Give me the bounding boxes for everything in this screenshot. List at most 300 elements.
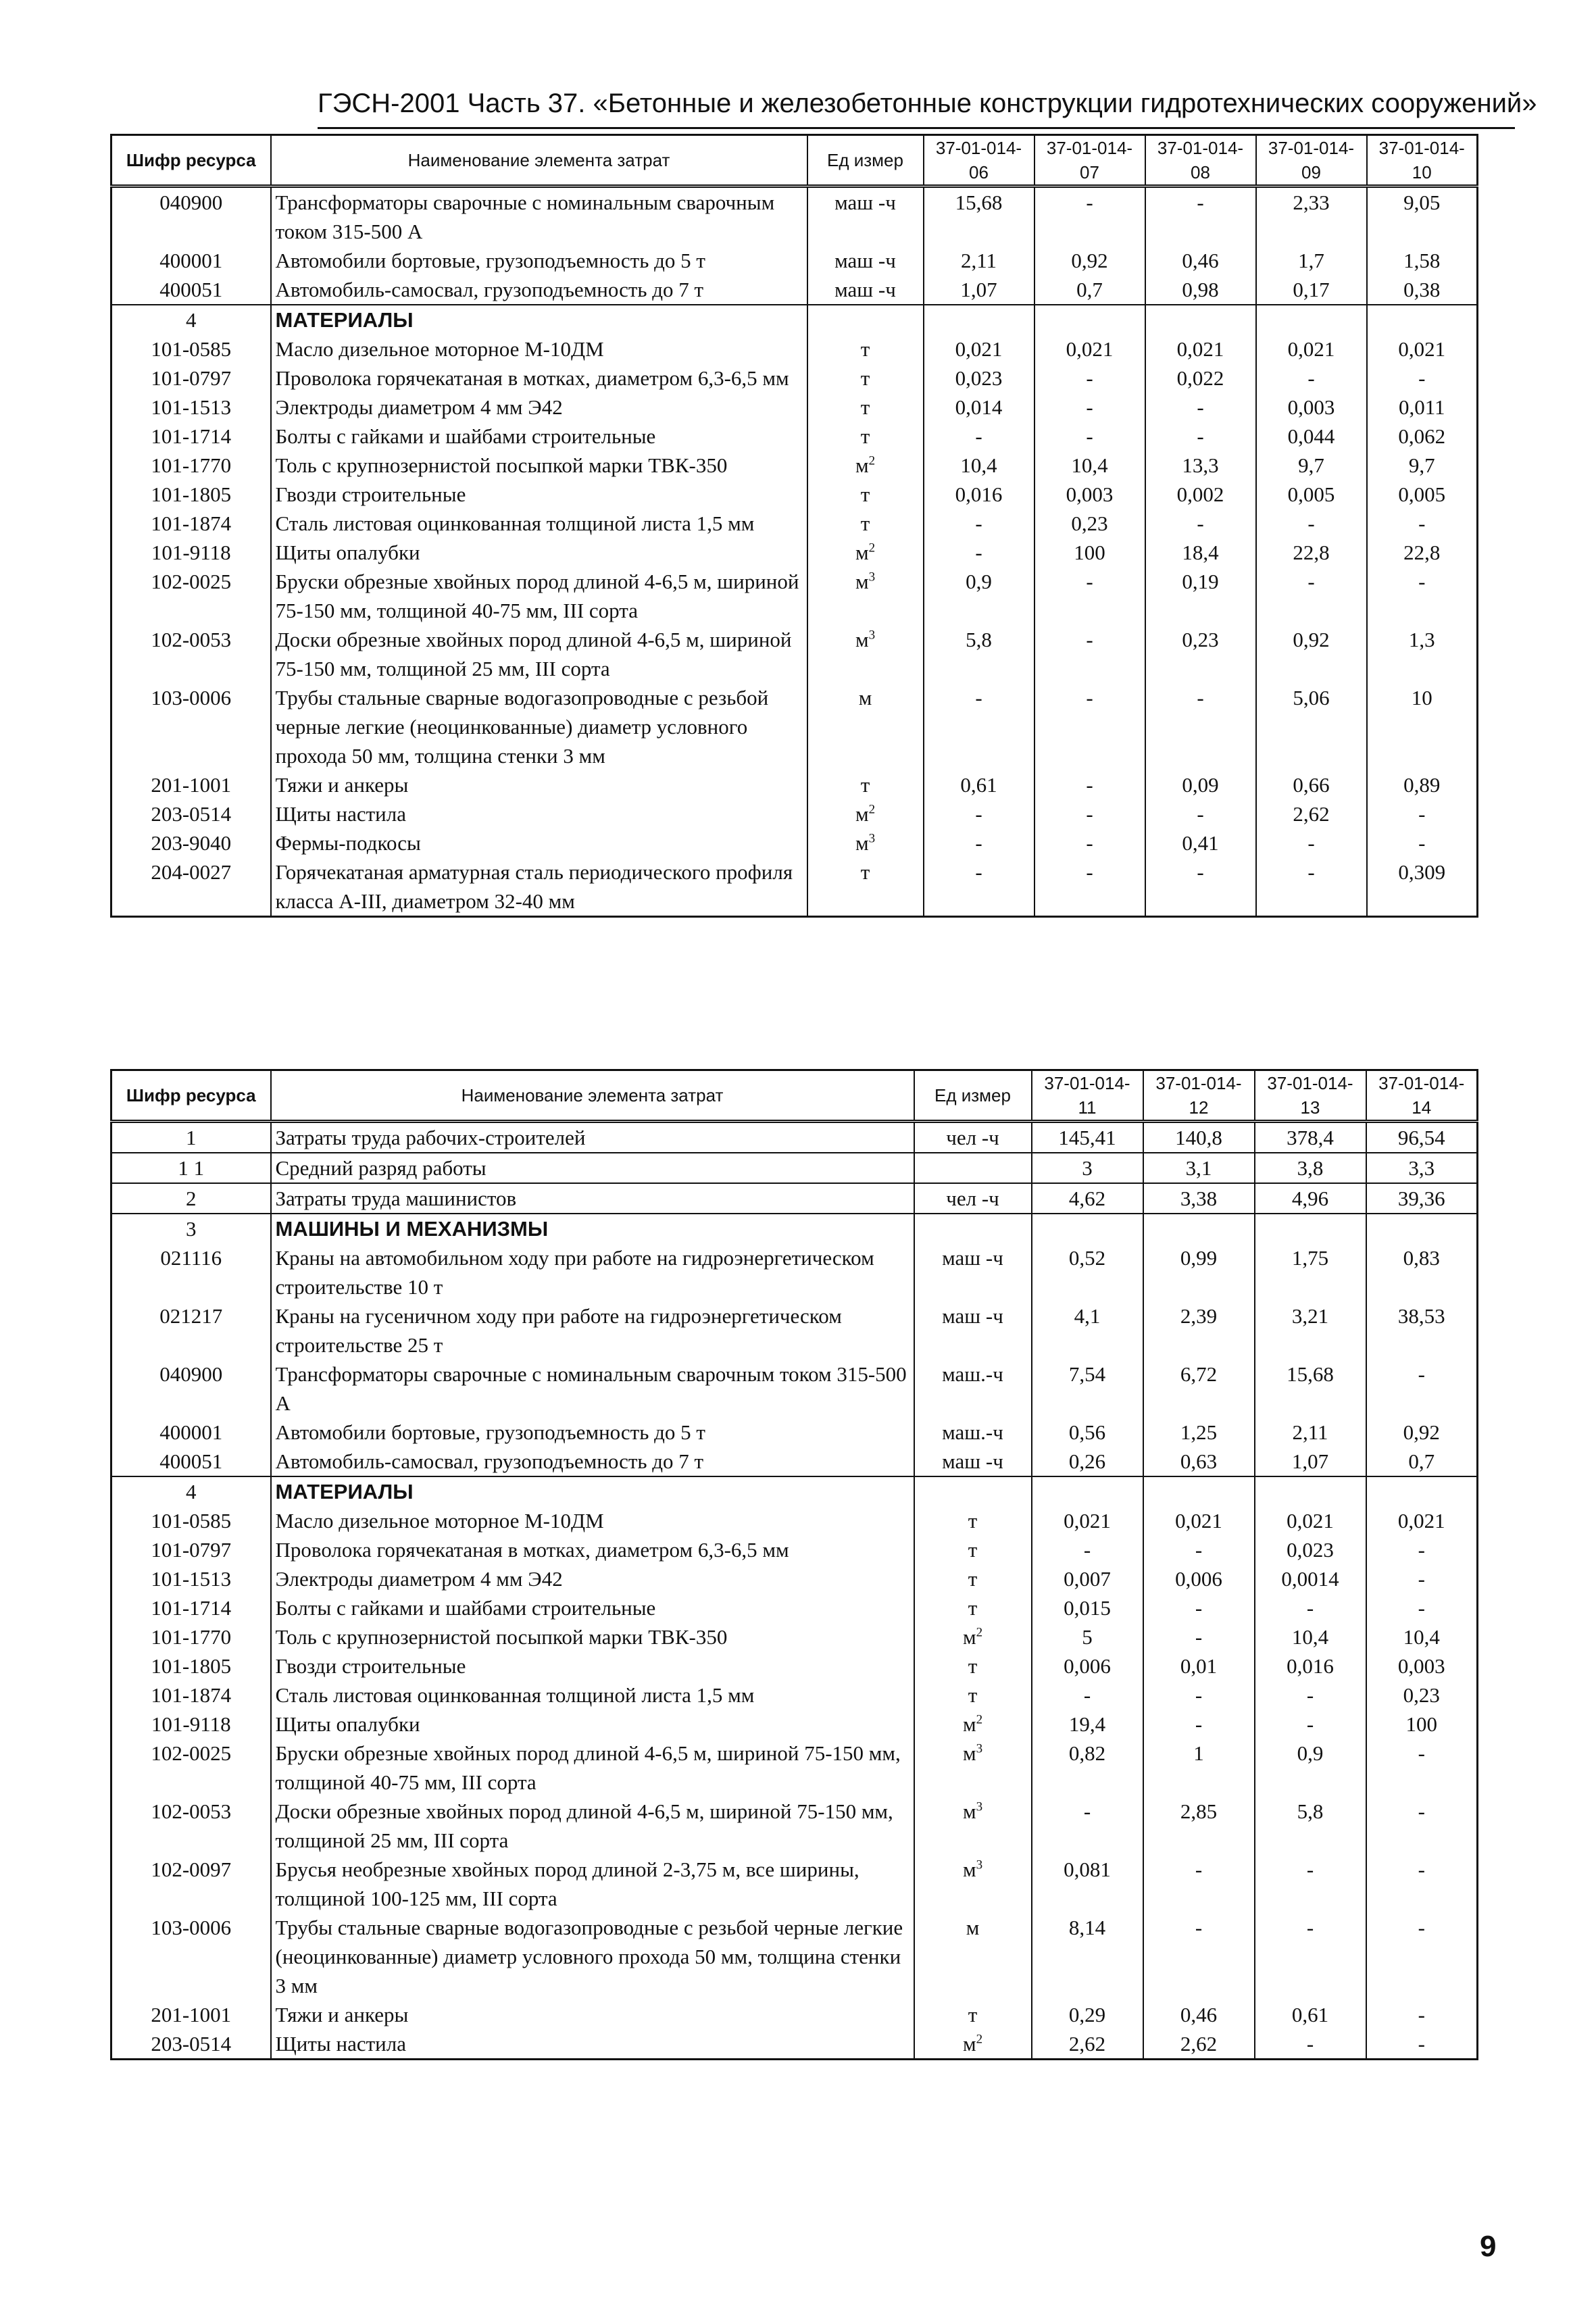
- norm-value: 100: [1366, 1710, 1478, 1739]
- page-number: 9: [1480, 2230, 1497, 2263]
- norm-value: 0,41: [1145, 828, 1256, 857]
- unit-text: т: [968, 1509, 978, 1533]
- unit-text: м: [962, 1741, 976, 1765]
- norm-value: -: [1143, 1710, 1255, 1739]
- norm-value: -: [924, 509, 1034, 538]
- unit-text: т: [860, 424, 870, 448]
- norm-value: 0,014: [924, 393, 1034, 422]
- table-row: [111, 1797, 1478, 1855]
- norm-value: 96,54: [1366, 1122, 1478, 1153]
- resource-code: 101-9118: [111, 1710, 271, 1739]
- resource-code: 102-0097: [111, 1855, 271, 1913]
- column-header-norm: 37-01-014-13: [1255, 1070, 1366, 1122]
- resource-code: 4: [111, 1476, 271, 1506]
- norm-value: 0,92: [1034, 246, 1145, 275]
- norm-value: -: [924, 857, 1034, 917]
- table-row: [111, 1855, 1478, 1913]
- resource-code: 021217: [111, 1301, 271, 1360]
- unit-cell: [807, 567, 924, 625]
- norm-value: 0,021: [1034, 334, 1145, 364]
- norm-value: [1255, 1214, 1366, 1243]
- norm-value: -: [1145, 857, 1256, 917]
- resource-code: 1 1: [111, 1153, 271, 1183]
- norm-value: -: [1143, 1535, 1255, 1564]
- table-row: [111, 770, 1478, 799]
- norm-value: 8,14: [1032, 1913, 1143, 2000]
- unit-text: м: [962, 1858, 976, 1881]
- norm-value: -: [1256, 509, 1367, 538]
- column-header-unit: Ед измер: [807, 135, 924, 186]
- unit-cell: [807, 683, 924, 770]
- unit-text: маш -ч: [834, 249, 896, 272]
- norm-value: 10,4: [1034, 451, 1145, 480]
- norm-value: 9,7: [1256, 451, 1367, 480]
- resource-name: Затраты труда рабочих-строителей: [271, 1122, 914, 1153]
- resource-code: 101-1513: [111, 1564, 271, 1593]
- norm-value: 2,62: [1256, 799, 1367, 828]
- norm-value: -: [1034, 625, 1145, 683]
- column-header-norm: 37-01-014-12: [1143, 1070, 1255, 1122]
- norm-value: 0,61: [1255, 2000, 1366, 2029]
- resource-code: 101-1874: [111, 509, 271, 538]
- norm-value: 0,011: [1367, 393, 1478, 422]
- norm-value: 5,8: [924, 625, 1034, 683]
- norm-value: 0,062: [1367, 422, 1478, 451]
- resource-code: 101-0797: [111, 1535, 271, 1564]
- table-row: [111, 1506, 1478, 1535]
- norm-value: [924, 305, 1034, 334]
- resource-name: Горячекатаная арматурная сталь периодического профиля класса А-III, диаметром 32-40 мм: [271, 857, 807, 917]
- norm-value: 0,99: [1143, 1243, 1255, 1301]
- norm-value: 9,05: [1367, 186, 1478, 247]
- resource-name: Брусья необрезные хвойных пород длиной 2-3,75 м, все ширины, толщиной 100-125 мм, III сорта: [271, 1855, 914, 1913]
- norm-value: 18,4: [1145, 538, 1256, 567]
- norm-value: [1143, 1476, 1255, 1506]
- norm-value: -: [1255, 1681, 1366, 1710]
- resource-code: 201-1001: [111, 2000, 271, 2029]
- column-header-name: Наименование элемента затрат: [271, 135, 807, 186]
- resource-code: 203-9040: [111, 828, 271, 857]
- resource-name: Сталь листовая оцинкованная толщиной листа 1,5 мм: [271, 509, 807, 538]
- column-header-norm: 37-01-014-08: [1145, 135, 1256, 186]
- unit-text: т: [860, 337, 870, 361]
- norm-value: -: [1143, 1681, 1255, 1710]
- unit-text: маш -ч: [834, 278, 896, 301]
- resource-code: 203-0514: [111, 799, 271, 828]
- norm-value: [1366, 1476, 1478, 1506]
- unit-cell: [914, 1797, 1032, 1855]
- resource-code: 101-1770: [111, 1622, 271, 1651]
- resource-code: 2: [111, 1183, 271, 1214]
- resource-name: Проволока горячекатаная в мотках, диаметром 6,3-6,5 мм: [271, 364, 807, 393]
- unit-cell: [914, 1243, 1032, 1301]
- norm-value: 145,41: [1032, 1122, 1143, 1153]
- unit-text: м: [855, 831, 869, 855]
- norm-value: 19,4: [1032, 1710, 1143, 1739]
- table-row: [111, 451, 1478, 480]
- norm-value: 0,022: [1145, 364, 1256, 393]
- unit-text: т: [968, 1596, 978, 1620]
- resource-code: 040900: [111, 1360, 271, 1418]
- unit-cell: [914, 1564, 1032, 1593]
- norm-value: 0,19: [1145, 567, 1256, 625]
- unit-text: т: [968, 1683, 978, 1707]
- table-row: [111, 509, 1478, 538]
- unit-text: маш -ч: [834, 191, 896, 214]
- unit-text: чел -ч: [946, 1126, 999, 1149]
- norm-value: 0,007: [1032, 1564, 1143, 1593]
- unit-cell: [807, 625, 924, 683]
- table-row: [111, 480, 1478, 509]
- norm-value: -: [1366, 1855, 1478, 1913]
- table-row: [111, 1301, 1478, 1360]
- unit-cell: [914, 1681, 1032, 1710]
- norm-value: -: [1366, 2029, 1478, 2060]
- resource-name: Электроды диаметром 4 мм Э42: [271, 1564, 914, 1593]
- norm-value: 10,4: [924, 451, 1034, 480]
- unit-cell: [914, 1360, 1032, 1418]
- unit-cell: [914, 1506, 1032, 1535]
- norm-value: 0,23: [1034, 509, 1145, 538]
- norm-value: -: [1034, 393, 1145, 422]
- norm-value: 4,96: [1255, 1183, 1366, 1214]
- norm-value: 0,005: [1256, 480, 1367, 509]
- column-header-norm: 37-01-014-06: [924, 135, 1034, 186]
- norm-value: 5: [1032, 1622, 1143, 1651]
- resource-name: Болты с гайками и шайбами строительные: [271, 1593, 914, 1622]
- norm-value: 4,62: [1032, 1183, 1143, 1214]
- resource-code: 204-0027: [111, 857, 271, 917]
- section-title: МАТЕРИАЛЫ: [271, 1476, 914, 1506]
- norm-value: [1145, 305, 1256, 334]
- resource-code: 101-1714: [111, 422, 271, 451]
- unit-cell: [914, 1710, 1032, 1739]
- unit-text: м: [962, 2032, 976, 2056]
- resource-code: 3: [111, 1214, 271, 1243]
- resource-code: 201-1001: [111, 770, 271, 799]
- norm-value: -: [1032, 1681, 1143, 1710]
- unit-cell: [914, 1418, 1032, 1447]
- norm-value: 0,081: [1032, 1855, 1143, 1913]
- resource-code: 101-1805: [111, 1651, 271, 1681]
- resource-code: 203-0514: [111, 2029, 271, 2060]
- unit-text: т: [860, 395, 870, 419]
- norm-value: 0,023: [1255, 1535, 1366, 1564]
- norm-value: 0,63: [1143, 1447, 1255, 1476]
- norm-value: 13,3: [1145, 451, 1256, 480]
- table-row: [111, 1418, 1478, 1447]
- resource-code: 101-1770: [111, 451, 271, 480]
- norm-value: [1032, 1476, 1143, 1506]
- table-row: [111, 246, 1478, 275]
- column-header-name: Наименование элемента затрат: [271, 1070, 914, 1122]
- unit-cell: [807, 538, 924, 567]
- norm-value: 0,56: [1032, 1418, 1143, 1447]
- unit-text: м: [855, 453, 869, 477]
- resource-name: Толь с крупнозернистой посыпкой марки ТВК-350: [271, 451, 807, 480]
- unit-text: т: [968, 2003, 978, 2026]
- unit-text: м: [966, 1916, 980, 1939]
- norm-value: 0,016: [1255, 1651, 1366, 1681]
- resource-code: 103-0006: [111, 1913, 271, 2000]
- unit-text: чел -ч: [946, 1187, 999, 1210]
- resource-code: 102-0025: [111, 1739, 271, 1797]
- table-row: [111, 2029, 1478, 2060]
- norm-value: 0,01: [1143, 1651, 1255, 1681]
- unit-cell: [807, 857, 924, 917]
- norm-value: [1256, 305, 1367, 334]
- table-row: [111, 1710, 1478, 1739]
- norm-value: -: [1145, 799, 1256, 828]
- resource-code: 101-1714: [111, 1593, 271, 1622]
- resource-name: Доски обрезные хвойных пород длиной 4-6,5 м, шириной 75-150 мм, толщиной 25 мм, III сорта: [271, 1797, 914, 1855]
- unit-cell: [914, 1183, 1032, 1214]
- norm-value: [1032, 1214, 1143, 1243]
- resource-name: Трансформаторы сварочные с номинальным сварочным током 315-500 А: [271, 186, 807, 247]
- resource-code: 1: [111, 1122, 271, 1153]
- norm-value: 0,9: [924, 567, 1034, 625]
- norm-value: 3: [1032, 1153, 1143, 1183]
- resource-name: Тяжи и анкеры: [271, 2000, 914, 2029]
- norm-value: 0,002: [1145, 480, 1256, 509]
- unit-text: маш.-ч: [942, 1362, 1003, 1386]
- resource-name: Бруски обрезные хвойных пород длиной 4-6,5 м, шириной 75-150 мм, толщиной 40-75 мм, III сорта: [271, 1739, 914, 1797]
- resource-name: Сталь листовая оцинкованная толщиной листа 1,5 мм: [271, 1681, 914, 1710]
- norm-value: 1,75: [1255, 1243, 1366, 1301]
- norm-value: -: [1366, 1564, 1478, 1593]
- norm-value: 0,83: [1366, 1243, 1478, 1301]
- table-row: [111, 422, 1478, 451]
- page-header: ГЭСН-2001 Часть 37. «Бетонные и железобетонные конструкции гидротехнических сооружений»: [318, 80, 1515, 129]
- norm-value: 0,98: [1145, 275, 1256, 305]
- norm-value: -: [1034, 186, 1145, 247]
- norm-value: 0,016: [924, 480, 1034, 509]
- table-row: [111, 1122, 1478, 1153]
- norm-value: 2,11: [1255, 1418, 1366, 1447]
- norm-value: -: [1366, 1913, 1478, 2000]
- norm-value: 10,4: [1366, 1622, 1478, 1651]
- norm-value: -: [924, 828, 1034, 857]
- norm-value: 0,46: [1145, 246, 1256, 275]
- table-row: [111, 799, 1478, 828]
- norm-value: 3,38: [1143, 1183, 1255, 1214]
- norm-value: 0,044: [1256, 422, 1367, 451]
- norm-value: -: [1367, 509, 1478, 538]
- resource-name: Гвозди строительные: [271, 480, 807, 509]
- resource-code: 101-9118: [111, 538, 271, 567]
- norm-value: 15,68: [1255, 1360, 1366, 1418]
- section-row: [111, 1476, 1478, 1506]
- table-row: [111, 1360, 1478, 1418]
- norm-value: 0,003: [1034, 480, 1145, 509]
- norm-value: 0,015: [1032, 1593, 1143, 1622]
- table-row: [111, 538, 1478, 567]
- resource-code: 040900: [111, 186, 271, 247]
- resource-name: Средний разряд работы: [271, 1153, 914, 1183]
- norm-value: 3,21: [1255, 1301, 1366, 1360]
- resource-code: 021116: [111, 1243, 271, 1301]
- norm-value: -: [1366, 1360, 1478, 1418]
- norm-value: 10: [1367, 683, 1478, 770]
- unit-cell: [914, 1153, 1032, 1183]
- norm-value: 2,62: [1143, 2029, 1255, 2060]
- resource-name: Автомобиль-самосвал, грузоподъемность до 7 т: [271, 275, 807, 305]
- unit-exponent: 2: [868, 541, 876, 555]
- norm-value: [1034, 305, 1145, 334]
- table-row: [111, 625, 1478, 683]
- norm-value: 9,7: [1367, 451, 1478, 480]
- norm-value: 0,66: [1256, 770, 1367, 799]
- norm-value: 0,52: [1032, 1243, 1143, 1301]
- unit-text: т: [968, 1538, 978, 1562]
- norm-value: 0,29: [1032, 2000, 1143, 2029]
- norm-value: 1,07: [924, 275, 1034, 305]
- resource-name: Краны на автомобильном ходу при работе на гидроэнергетическом строительстве 10 т: [271, 1243, 914, 1301]
- norm-value: 0,021: [1145, 334, 1256, 364]
- unit-cell: [914, 1476, 1032, 1506]
- resource-name: Трубы стальные сварные водогазопроводные с резьбой черные легкие (неоцинкованные) диаметр условного прохода 50 мм, толщина стенки 3 мм: [271, 1913, 914, 2000]
- unit-cell: [914, 1651, 1032, 1681]
- norm-value: 38,53: [1366, 1301, 1478, 1360]
- norm-value: -: [1034, 422, 1145, 451]
- resource-name: Электроды диаметром 4 мм Э42: [271, 393, 807, 422]
- norm-value: 0,006: [1143, 1564, 1255, 1593]
- resource-name: Трубы стальные сварные водогазопроводные с резьбой черные легкие (неоцинкованные) диаметр условного прохода 50 мм, толщина стенки 3 мм: [271, 683, 807, 770]
- norm-value: -: [924, 538, 1034, 567]
- resource-code: 101-1513: [111, 393, 271, 422]
- unit-text: м: [962, 1799, 976, 1823]
- unit-cell: [807, 364, 924, 393]
- norm-value: 0,26: [1032, 1447, 1143, 1476]
- unit-cell: [914, 1913, 1032, 2000]
- norm-value: -: [1034, 828, 1145, 857]
- resource-code: 400001: [111, 246, 271, 275]
- norm-value: 1,7: [1256, 246, 1367, 275]
- resource-code: 101-1874: [111, 1681, 271, 1710]
- unit-exponent: 3: [868, 628, 876, 643]
- norm-value: 0,021: [1255, 1506, 1366, 1535]
- resource-table-1: [110, 134, 1478, 918]
- table-row: [111, 1593, 1478, 1622]
- norm-value: 0,021: [924, 334, 1034, 364]
- table-row: [111, 2000, 1478, 2029]
- unit-text: т: [968, 1567, 978, 1591]
- unit-text: маш -ч: [942, 1449, 1003, 1473]
- resource-name: Болты с гайками и шайбами строительные: [271, 422, 807, 451]
- unit-text: т: [968, 1654, 978, 1678]
- section-row: [111, 1214, 1478, 1243]
- norm-value: 5,8: [1255, 1797, 1366, 1855]
- table-header-row: [111, 1070, 1478, 1122]
- norm-value: 15,68: [924, 186, 1034, 247]
- norm-value: 0,003: [1256, 393, 1367, 422]
- norm-value: 3,8: [1255, 1153, 1366, 1183]
- norm-value: 0,92: [1256, 625, 1367, 683]
- section-title: МАТЕРИАЛЫ: [271, 305, 807, 334]
- norm-value: -: [1032, 1535, 1143, 1564]
- resource-name: Проволока горячекатаная в мотках, диаметром 6,3-6,5 мм: [271, 1535, 914, 1564]
- norm-value: 140,8: [1143, 1122, 1255, 1153]
- unit-cell: [914, 1622, 1032, 1651]
- resource-name: Краны на гусеничном ходу при работе на гидроэнергетическом строительстве 25 т: [271, 1301, 914, 1360]
- unit-cell: [807, 799, 924, 828]
- unit-exponent: 3: [868, 570, 876, 584]
- norm-value: -: [1367, 567, 1478, 625]
- resource-name: Щиты настила: [271, 2029, 914, 2060]
- norm-value: -: [1366, 1535, 1478, 1564]
- norm-value: -: [1143, 1855, 1255, 1913]
- norm-value: 1,58: [1367, 246, 1478, 275]
- norm-value: -: [1256, 857, 1367, 917]
- norm-value: 22,8: [1256, 538, 1367, 567]
- resource-code: 4: [111, 305, 271, 334]
- unit-cell: [807, 186, 924, 247]
- norm-value: -: [1145, 683, 1256, 770]
- section-title: МАШИНЫ И МЕХАНИЗМЫ: [271, 1214, 914, 1243]
- norm-value: -: [1145, 186, 1256, 247]
- norm-value: 2,11: [924, 246, 1034, 275]
- table-row: [111, 1243, 1478, 1301]
- unit-text: т: [860, 860, 870, 884]
- resource-code: 102-0025: [111, 567, 271, 625]
- norm-value: 0,7: [1034, 275, 1145, 305]
- norm-value: -: [1366, 1739, 1478, 1797]
- table-row: [111, 334, 1478, 364]
- norm-value: [1255, 1476, 1366, 1506]
- norm-value: -: [1367, 828, 1478, 857]
- resource-code: 101-0797: [111, 364, 271, 393]
- unit-cell: [914, 1739, 1032, 1797]
- table-row: [111, 364, 1478, 393]
- norm-value: 0,005: [1367, 480, 1478, 509]
- norm-value: 1,25: [1143, 1418, 1255, 1447]
- norm-value: 5,06: [1256, 683, 1367, 770]
- norm-value: 0,021: [1256, 334, 1367, 364]
- norm-value: -: [1143, 1622, 1255, 1651]
- norm-value: -: [1032, 1797, 1143, 1855]
- norm-value: 0,309: [1367, 857, 1478, 917]
- norm-value: 39,36: [1366, 1183, 1478, 1214]
- unit-cell: [807, 770, 924, 799]
- norm-value: -: [1366, 2000, 1478, 2029]
- norm-value: -: [1143, 1913, 1255, 2000]
- unit-cell: [807, 334, 924, 364]
- column-header-norm: 37-01-014-10: [1367, 135, 1478, 186]
- norm-value: -: [1143, 1593, 1255, 1622]
- norm-value: 0,89: [1367, 770, 1478, 799]
- unit-cell: [914, 1301, 1032, 1360]
- norm-value: -: [924, 422, 1034, 451]
- section-row: [111, 305, 1478, 334]
- resource-name: Автомобили бортовые, грузоподъемность до 5 т: [271, 1418, 914, 1447]
- unit-cell: [914, 1447, 1032, 1476]
- column-header-norm: 37-01-014-11: [1032, 1070, 1143, 1122]
- resource-code: 101-0585: [111, 334, 271, 364]
- unit-text: м: [855, 628, 869, 651]
- unit-exponent: 2: [976, 1712, 983, 1727]
- unit-text: м: [855, 541, 869, 564]
- norm-value: -: [1255, 1710, 1366, 1739]
- unit-cell: [914, 1122, 1032, 1153]
- table-row: [111, 567, 1478, 625]
- norm-value: -: [1034, 857, 1145, 917]
- unit-exponent: 2: [868, 802, 876, 817]
- table-row: [111, 1447, 1478, 1476]
- unit-text: т: [860, 366, 870, 390]
- norm-value: -: [1034, 770, 1145, 799]
- norm-value: -: [1145, 422, 1256, 451]
- unit-cell: [914, 1593, 1032, 1622]
